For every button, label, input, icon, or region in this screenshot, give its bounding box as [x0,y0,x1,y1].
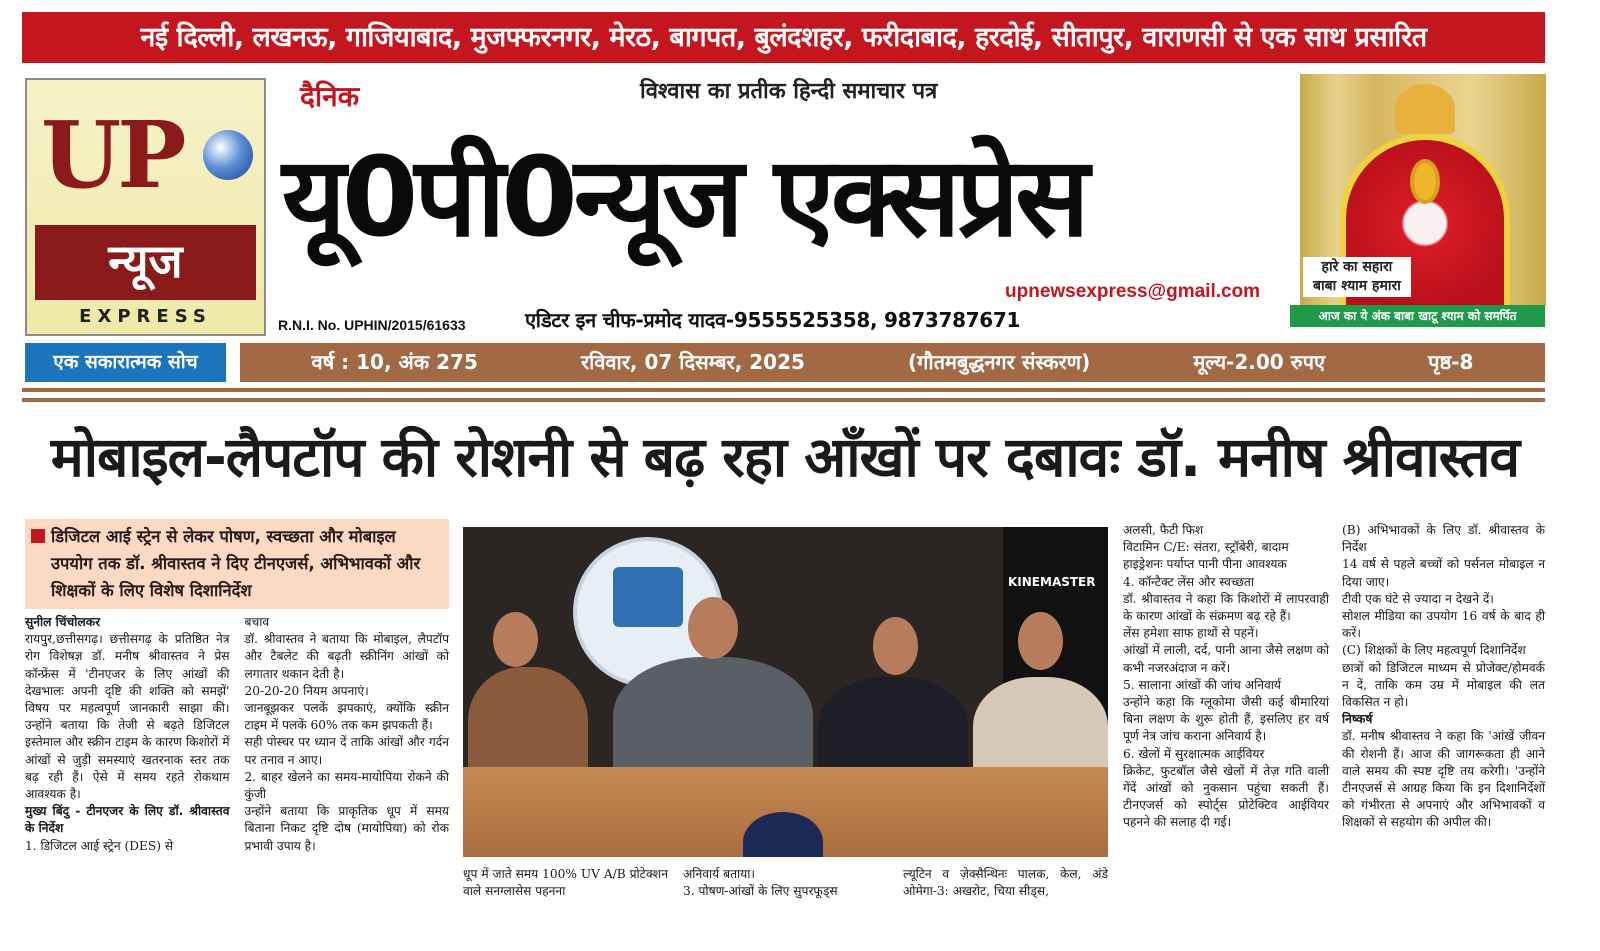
subheadline-text: डिजिटल आई स्ट्रेन से लेकर पोषण, स्वच्छता और मोबाइल उपयोग तक डॉ. श्रीवास्तव ने दिए टीनएजर्स, अभिभावकों और शिक्षकों के लिए विशेष दिशानिर्देश [51,527,421,600]
rni-number: R.N.I. No. UPHIN/2015/61633 [278,317,466,333]
issue-date: रविवार, 07 दिसम्बर, 2025 [580,350,805,374]
article-paragraph: 14 वर्ष से पहले बच्चों को पर्सनल मोबाइल न दिया जाए। [1342,557,1545,589]
article-paragraph: अनिवार्य बताया। [683,867,756,881]
article-paragraph: सोशल मीडिया का उपयोग 16 वर्ष के बाद ही करें। [1342,609,1545,641]
article-paragraph: उन्होंने कहा कि ग्लूकोमा जैसी कई बीमारियां बिना लक्षण के शुरू होती हैं, इसलिए हर वर्ष पूर्ण नेत्र जांच कराना अनिवार्य है। [1123,695,1329,744]
article-paragraph: छात्रों को डिजिटल माध्यम से प्रोजेक्ट/होमवर्क न दें, ताकि कम उम्र में मोबाइल की लत विकसित न हो। [1342,660,1545,710]
article-paragraph: 20-20-20 नियम अपनाएं। [244,683,369,698]
divider-rule [22,398,1545,402]
article-column [1342,522,1545,832]
shrine-caption [1303,257,1411,297]
person-3-head [873,617,918,675]
article-paragraph: डॉ. मनीष श्रीवास्तव ने कहा कि 'आंखें जीवन की रोशनी हैं। आज की जागरूकता ही आने वाले समय की स्पष्ट दृष्टि तय करेगी। 'उन्होंने टीनएजर्स से आग्रह किया कि इन दिशानिर्देशों को गंभीरता से अपनाएं और अभिभावकों व शिक्षकों से सहयोग की अपील की। [1342,729,1545,830]
article-paragraph: सही पोस्चर पर ध्यान दें ताकि आंखों और गर्दन पर तनाव न आए। [244,735,449,767]
article-paragraph: डॉ. श्रीवास्तव ने बताया कि मोबाइल, लैपटॉप और टैबलेट की बढ़ती स्क्रीनिंग आंखों को लगातार थकान देती है। [244,632,449,681]
article-paragraph: बचाव [244,615,270,629]
article-paragraph: हाइड्रेशनः पर्याप्त पानी पीना आवश्यक [1123,557,1287,572]
masthead-prefix: दैनिक [300,80,360,113]
article-paragraph: अलसी, फैटी फिश [1123,523,1204,537]
up-news-express-logo [25,78,266,336]
article-subheadline [25,519,449,609]
article-paragraph: 6. खेलों में सुरक्षात्मक आईवियर [1123,746,1265,761]
divider-rule [22,388,1545,392]
article-column [903,866,1108,900]
article-paragraph: डॉ. श्रीवास्तव ने कहा कि किशोरों में लापरवाही के कारण आंखों के संक्रमण बढ़ रहे हैं। [1123,591,1329,624]
logo-news-text: न्यूज [35,225,256,300]
editor-line: एडिटर इन चीफ-प्रमोद यादव-9555525358, 9873787671 [525,308,1021,332]
article-column [1123,522,1329,832]
bullet-square-icon [31,529,45,543]
article-headline: मोबाइल-लैपटॉप की रोशनी से बढ़ रहा आँखों पर दबावः डॉ. मनीष श्रीवास्तव [50,425,1520,489]
press-conference-photo [463,527,1108,857]
article-paragraph: धूप में जाते समय 100% UV A/B प्रोटेक्शन वाले सनग्लासेस पहनना [463,867,668,899]
article-paragraph: जानबूझकर पलकें झपकाएं, क्योंकि स्क्रीन टाइम में पलकें 60% तक कम झपकती हैं। [244,701,449,733]
article-column [25,614,230,855]
dedication-bar: आज का ये अंक बाबा खाटू श्याम को समर्पित [1290,305,1545,327]
logo-hand-mark [613,567,683,627]
price: मूल्य-2.00 रुपए [1193,350,1326,374]
edition-name: (गौतमबुद्धनगर संस्करण) [907,350,1091,374]
issue-info-bar [240,343,1545,382]
article-paragraph: रायपुर,छत्तीसगढ़। छत्तीसगढ़ के प्रतिष्ठित नेत्र रोग विशेषज्ञ डॉ. मनीष श्रीवास्तव ने प्रेस कॉन्फ्रेंस में 'टीनएजर के लिए आंखों की देखभालः अपनी दृष्टि की शक्ति को समझें' विषय पर महत्वपूर्ण जानकारी साझा की। उन्होंने बताया कि तेजी से बढ़ते डिजिटल इस्तेमाल और स्क्रीन टाइम के कारण किशोरों में आंखों से जुड़ी समस्याएं खतरनाक स्तर तक बढ़ रही हैं। ऐसे में समय रहते रोकथाम आवश्यक है। [25,632,230,802]
article-lead-block [25,519,449,855]
article-paragraph: ल्यूटिन व ज़ेक्सैन्थिनः पालक, केल, अंडे ओमेगा-3: अखरोट, चिया सीड्स, [903,867,1108,899]
article-paragraph: आंखों में लाली, दर्द, पानी आना जैसे लक्षण को कभी नजरअंदाज न करें। [1123,643,1329,675]
article-subheading: निष्कर्ष [1342,712,1373,727]
article-paragraph: लेंस हमेशा साफ हाथों से पहनें। [1123,626,1259,641]
logo-up-text: UP [41,101,183,209]
article-paragraph: उन्होंने बताया कि प्राकृतिक धूप में समय बिताना निकट दृष्टि दोष (मायोपिया) को रोक प्रभावी उपाय है। [244,804,449,853]
article-paragraph: (C) शिक्षकों के लिए महत्वपूर्ण दिशानिर्देश [1342,643,1526,658]
article-paragraph: 2. बाहर खेलने का समय-मायोपिया रोकने की कुंजी [244,769,449,802]
article-paragraph: क्रिकेट, फुटबॉल जैसे खेलों में तेज़ गति वाली गेंदें आंखों को नुकसान पहुंचा सकती हैं। टीनएजर्स को स्पोर्ट्स प्रोटेक्टिव आईवियर पहनने की सलाह दी गई। [1123,763,1329,830]
article-paragraph: 5. सालाना आंखों की जांच अनिवार्य [1123,677,1282,692]
shrine-caption-line2: बाबा श्याम हमारा [1313,278,1401,294]
article-column [683,866,873,900]
article-paragraph: 4. कॉन्टैक्ट लेंस और स्वच्छता [1123,574,1254,589]
article-column [245,614,450,855]
crown [1395,84,1455,134]
article-paragraph: विटामिन C/E: संतरा, स्ट्रॉबेरी, बादाम [1123,540,1289,555]
contact-email[interactable]: upnewsexpress@gmail.com [1005,281,1261,302]
shrine-caption-line1: हारे का सहारा [1321,259,1393,275]
article-column [463,866,668,900]
masthead-title: यू0पी0न्यूज एक्सप्रेस [282,133,1086,261]
article-subheading: सुनील चिंचोलकर [25,615,101,629]
masthead-tagline: विश्वास का प्रतीक हिन्दी समाचार पत्र [640,79,938,104]
page-number: पृष्ठ-8 [1428,350,1474,374]
shrine-image [1300,74,1546,306]
article-paragraph: 3. पोषण-आंखों के लिए सुपरफूड्स [683,884,838,899]
kinemaster-sign: KINEMASTER [1008,575,1096,589]
volume-issue: वर्ष : 10, अंक 275 [311,350,478,374]
person-1-head [493,612,538,667]
article-paragraph: (B) अभिभावकों के लिए डॉ. श्रीवास्तव के निर्देश [1342,523,1545,555]
lead-columns [25,614,449,855]
person-4-head [1018,612,1063,670]
edition-banner: नई दिल्ली, लखनऊ, गाजियाबाद, मुजफ्फरनगर, मेरठ, बागपत, बुलंदशहर, फरीदाबाद, हरदोई, सीतापुर, वाराणसी से एक साथ प्रसारित [22,12,1545,63]
globe-icon [203,130,253,180]
article-paragraph: 1. डिजिटल आई स्ट्रेन (DES) से [25,838,174,853]
article-paragraph: टीवी एक घंटे से ज्यादा न देखने दें। [1342,591,1494,606]
article-subheading: मुख्य बिंदु - टीनएजर के लिए डॉ. श्रीवास्तव के निर्देश [25,804,230,836]
logo-express-text: EXPRESS [79,306,212,327]
person-2-head [688,597,738,659]
deity-face [1410,159,1440,204]
slogan-badge: एक सकारात्मक सोच [25,343,226,382]
